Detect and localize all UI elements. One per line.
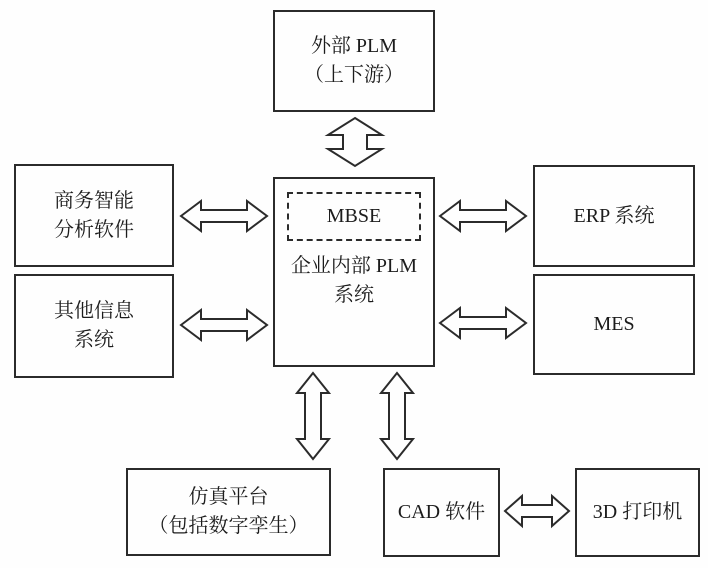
- bi-line1: 商务智能: [54, 189, 134, 212]
- double-arrow-center-sim: [297, 373, 329, 459]
- node-3d-printer: [575, 468, 700, 557]
- double-arrow-center-erp: [440, 201, 526, 231]
- external-plm-line2: （上下游）: [304, 64, 404, 86]
- node-cad-software: [383, 468, 500, 557]
- node-business-intelligence: [14, 164, 174, 267]
- node-other-info-systems: [14, 274, 174, 378]
- mbse-label: MBSE: [326, 205, 382, 227]
- sim-line1: 仿真平台: [188, 486, 269, 508]
- double-arrow-otherinfo-center: [181, 310, 267, 340]
- internal-plm-line1: 企业内部 PLM: [290, 255, 418, 277]
- sim-line2: （包括数字孪生）: [148, 515, 309, 537]
- cad-label: CAD 软件: [397, 501, 486, 523]
- erp-label: ERP 系统: [573, 204, 655, 227]
- double-arrow-center-mes: [440, 308, 526, 338]
- double-arrow-external-plm-center: [328, 118, 382, 166]
- printer-3d-label: 3D 打印机: [592, 501, 683, 523]
- node-simulation-platform: [126, 468, 331, 556]
- mbse-dashed-box: [287, 192, 421, 241]
- internal-plm-line2: 系统: [334, 284, 374, 306]
- node-erp-system: [533, 165, 695, 267]
- double-arrow-center-cad: [381, 373, 413, 459]
- mes-label: MES: [593, 313, 635, 335]
- other-info-line2: 系统: [74, 329, 114, 351]
- bi-line2: 分析软件: [54, 218, 134, 241]
- double-arrow-bi-center: [181, 201, 267, 231]
- node-internal-plm: [273, 177, 435, 367]
- double-arrow-cad-printer: [505, 496, 569, 526]
- other-info-line1: 其他信息: [54, 300, 134, 322]
- node-external-plm: [273, 10, 435, 112]
- node-mes: [533, 274, 695, 375]
- external-plm-line1: 外部 PLM: [310, 35, 398, 57]
